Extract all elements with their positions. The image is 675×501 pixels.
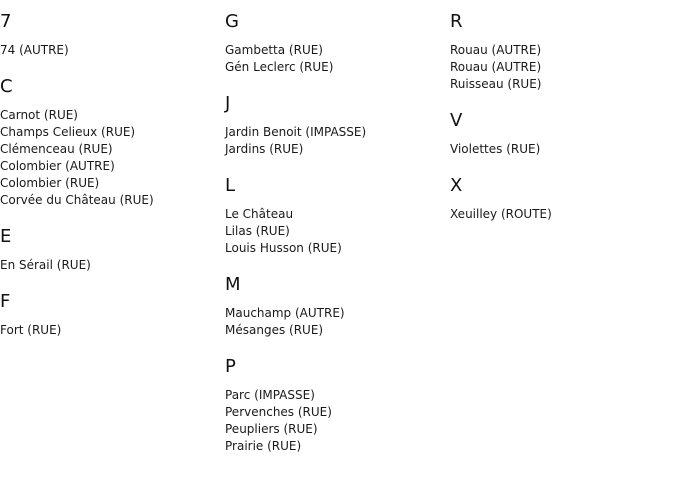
street-list: [450, 141, 552, 158]
street-link[interactable]: En Sérail (RUE): [0, 258, 91, 272]
letter-heading: J: [225, 93, 231, 114]
letter-group: [0, 227, 154, 274]
letter-heading: X: [450, 175, 463, 196]
street-link[interactable]: Champs Celieux (RUE): [0, 125, 136, 139]
street-link[interactable]: 74 (AUTRE): [0, 43, 69, 57]
street-link[interactable]: Peupliers (RUE): [225, 422, 318, 436]
street-link[interactable]: Colombier (RUE): [0, 176, 100, 190]
street-list: [0, 257, 154, 274]
street-link[interactable]: Gambetta (RUE): [225, 43, 323, 57]
letter-group: [225, 275, 366, 339]
letter-group: [450, 111, 552, 158]
street-link[interactable]: Clémenceau (RUE): [0, 142, 113, 156]
letter-group: [225, 94, 366, 158]
letter-heading: E: [0, 226, 12, 247]
street-list: [0, 322, 154, 339]
letter-heading: R: [450, 11, 463, 32]
street-link[interactable]: Prairie (RUE): [225, 439, 302, 453]
letter-group: [450, 176, 552, 223]
street-link[interactable]: Jardin Benoit (IMPASSE): [225, 125, 367, 139]
street-list: [225, 42, 366, 76]
street-link[interactable]: Xeuilley (ROUTE): [450, 207, 552, 221]
street-list: [225, 305, 366, 339]
letter-group: [0, 292, 154, 339]
street-list: [225, 387, 366, 455]
street-index-column-1: [0, 0, 154, 357]
street-list: [0, 107, 154, 209]
letter-heading: P: [225, 356, 236, 377]
street-list: [225, 124, 366, 158]
letter-group: [0, 12, 154, 59]
street-list: [450, 206, 552, 223]
street-link[interactable]: Lilas (RUE): [225, 224, 290, 238]
street-link[interactable]: Fort (RUE): [0, 323, 62, 337]
street-link[interactable]: Mauchamp (AUTRE): [225, 306, 345, 320]
street-link[interactable]: Parc (IMPASSE): [225, 388, 315, 402]
letter-heading: G: [225, 11, 239, 32]
letter-heading: C: [0, 76, 13, 97]
street-list: [225, 206, 366, 257]
street-link[interactable]: Corvée du Château (RUE): [0, 193, 154, 207]
street-list: [0, 42, 154, 59]
letter-group: [0, 77, 154, 209]
street-link[interactable]: Louis Husson (RUE): [225, 241, 342, 255]
letter-group: [225, 12, 366, 76]
letter-group: [225, 357, 366, 455]
street-link[interactable]: Pervenches (RUE): [225, 405, 332, 419]
letter-heading: F: [0, 291, 11, 312]
street-link[interactable]: Le Château: [225, 207, 294, 221]
street-link[interactable]: Rouau (AUTRE): [450, 60, 542, 74]
street-index-column-2: [225, 0, 366, 473]
street-link[interactable]: Rouau (AUTRE): [450, 43, 542, 57]
letter-group: [225, 176, 366, 257]
street-list: [450, 42, 552, 93]
street-link[interactable]: Jardins (RUE): [225, 142, 304, 156]
street-link[interactable]: Mésanges (RUE): [225, 323, 324, 337]
letter-heading: M: [225, 274, 241, 295]
street-link[interactable]: Violettes (RUE): [450, 142, 541, 156]
letter-heading: V: [450, 110, 463, 131]
street-link[interactable]: Carnot (RUE): [0, 108, 78, 122]
street-link[interactable]: Ruisseau (RUE): [450, 77, 542, 91]
letter-group: [450, 12, 552, 93]
street-index-column-3: [450, 0, 552, 241]
letter-heading: L: [225, 175, 236, 196]
street-link[interactable]: Gén Leclerc (RUE): [225, 60, 334, 74]
street-link[interactable]: Colombier (AUTRE): [0, 159, 115, 173]
letter-heading: 7: [0, 11, 12, 32]
